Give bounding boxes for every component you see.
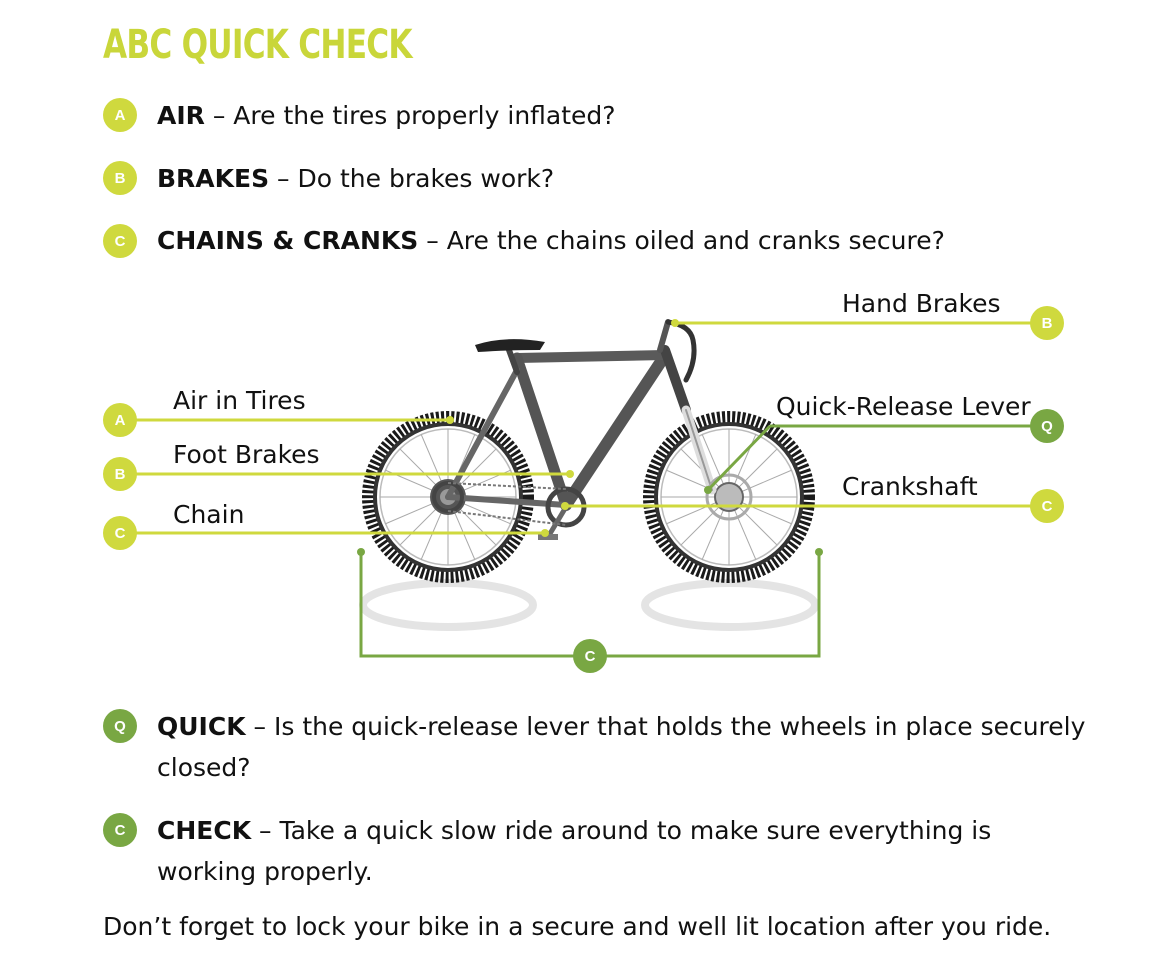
badge-hand-brakes: B [1030,306,1064,340]
badge-c: C [103,224,137,258]
label-quick-release: Quick-Release Lever [776,392,1031,421]
rear-wheel-reflection [363,583,533,627]
desc-check-line2: working properly. [157,857,373,886]
desc-quick: – Is the quick-release lever that holds the wheels in place securely [245,712,1086,741]
front-wheel-reflection [645,583,815,627]
label-chain: Chain [173,500,245,529]
badge-quick-release: Q [1030,409,1064,443]
desc-quick-line2: closed? [157,753,251,782]
term-brakes: BRAKES [157,164,270,193]
badge-check-ride: C [573,639,607,673]
badge-a: A [103,98,137,132]
badge-check: C [103,813,137,847]
badge-crankshaft: C [1030,489,1064,523]
label-hand-brakes: Hand Brakes [842,289,1001,318]
desc-chains: – Are the chains oiled and cranks secure? [418,226,945,255]
term-check: CHECK [157,816,252,845]
badge-b: B [103,161,137,195]
badge-q: Q [103,709,137,743]
desc-air: – Are the tires properly inflated? [204,101,616,130]
front-wheel [649,417,809,577]
desc-brakes: – Do the brakes work? [269,164,555,193]
extra-item-check [157,810,991,892]
term-quick: QUICK [157,712,246,741]
footer-note: Don’t forget to lock your bike in a secure and well lit location after you ride. [103,912,1052,941]
badge-chain: C [103,516,137,550]
label-foot-brakes: Foot Brakes [173,440,320,469]
page-title: ABC QUICK CHECK [103,22,412,68]
desc-check: – Take a quick slow ride around to make sure everything is [251,816,992,845]
saddle [475,339,545,352]
term-air: AIR [157,101,205,130]
term-chains: CHAINS & CRANKS [157,226,419,255]
badge-air-in-tires: A [103,403,137,437]
badge-foot-brakes: B [103,457,137,491]
label-air-in-tires: Air in Tires [173,386,306,415]
label-crankshaft: Crankshaft [842,472,978,501]
extra-item-quick [157,706,1085,788]
